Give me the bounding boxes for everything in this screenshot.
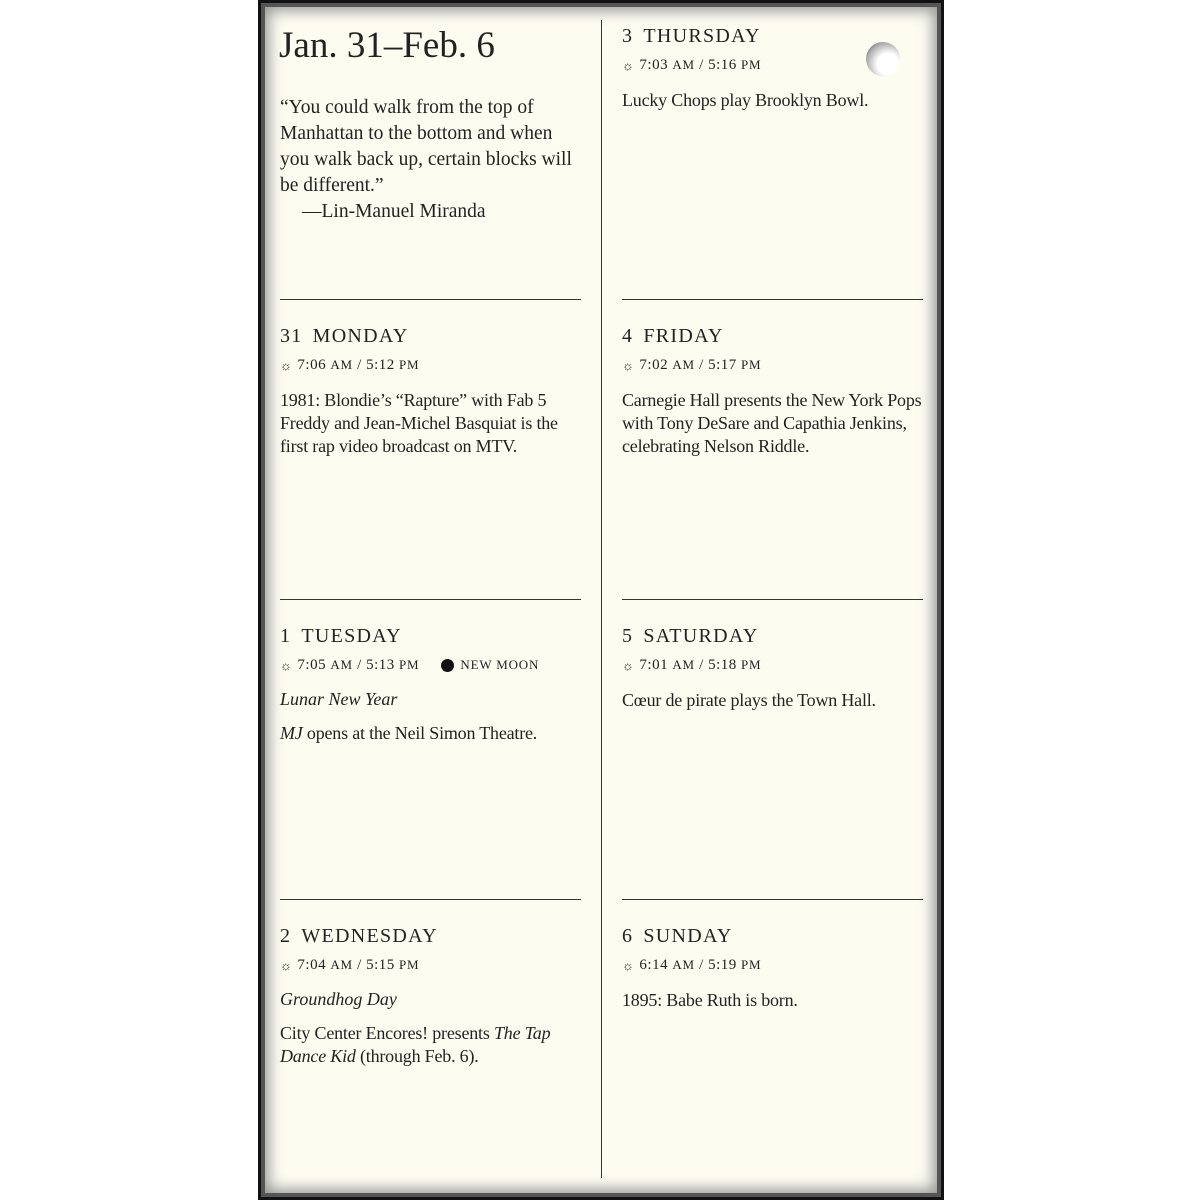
event-text xyxy=(622,389,922,458)
day-number: 31 xyxy=(280,325,303,347)
day-number: 2 xyxy=(280,925,292,947)
day-name: SATURDAY xyxy=(643,625,759,647)
event-segment: (through Feb. 6). xyxy=(355,1046,479,1066)
sun-icon: ☼ xyxy=(280,358,293,373)
day-cell-monday xyxy=(280,325,580,458)
sunrise-ampm: AM xyxy=(330,957,353,972)
row-divider xyxy=(280,899,581,900)
day-number: 3 xyxy=(622,25,634,47)
sun-icon: ☼ xyxy=(622,58,635,73)
day-heading xyxy=(280,925,580,955)
column-divider xyxy=(601,20,602,1178)
day-cell-friday xyxy=(622,325,922,458)
row-divider xyxy=(622,299,923,300)
day-heading xyxy=(280,625,580,655)
event-segment: 1981: Blondie’s “Rapture” with Fab 5 Freddy and Jean-Michel Basquiat is the first rap video broadcast on MTV. xyxy=(280,390,558,456)
sunrise-time: 7:04 xyxy=(297,957,327,973)
day-number: 6 xyxy=(622,925,634,947)
holiday: Groundhog Day xyxy=(280,989,397,1009)
day-number: 1 xyxy=(280,625,292,647)
sunset-time: 5:15 xyxy=(366,957,395,973)
event-segment: The Tap Dance Kid xyxy=(280,1023,551,1066)
sun-times: ☼ 7:03 AM / 5:16 PM xyxy=(622,57,762,73)
event-segment: City Center Encores! presents xyxy=(280,1023,494,1043)
sunset-time: 5:19 xyxy=(708,957,737,973)
event-segment: Carnegie Hall presents the New York Pops with Tony DeSare and Capathia Jenkins, celebrating Nelson Riddle. xyxy=(622,390,922,456)
day-number: 4 xyxy=(622,325,634,347)
sun-icon: ☼ xyxy=(280,958,293,973)
sunrise-time: 7:05 xyxy=(297,657,327,673)
sunset-ampm: PM xyxy=(741,957,762,972)
sunrise-time: 7:06 xyxy=(297,357,327,373)
sunset-time: 5:17 xyxy=(708,357,737,373)
event-segment: opens at the Neil Simon Theatre. xyxy=(302,723,538,743)
sunrise-ampm: AM xyxy=(672,357,695,372)
day-heading xyxy=(622,625,922,655)
sun-times: ☼ 6:14 AM / 5:19 PM xyxy=(622,957,762,973)
day-name: TUESDAY xyxy=(301,625,402,647)
sun-times: ☼ 7:02 AM / 5:17 PM xyxy=(622,357,762,373)
row-divider xyxy=(622,899,923,900)
day-cell-saturday xyxy=(622,625,922,712)
row-divider xyxy=(622,599,923,600)
sun-icon: ☼ xyxy=(622,658,635,673)
day-name: FRIDAY xyxy=(643,325,724,347)
day-heading xyxy=(622,925,922,955)
sun-icon: ☼ xyxy=(622,958,635,973)
row-divider xyxy=(280,599,581,600)
quote-text: “You could walk from the top of Manhattan to the bottom and when you walk back up, certain blocks will be different.” xyxy=(280,97,572,196)
sunrise-time: 6:14 xyxy=(639,957,669,973)
sun-times: ☼ 7:06 AM / 5:12 PM xyxy=(280,357,420,373)
moon-phase: NEW MOON xyxy=(460,657,540,672)
sun-times: ☼ 7:05 AM / 5:13 PM NEW MOON xyxy=(280,657,540,673)
day-cell-sunday xyxy=(622,925,922,1012)
event-text xyxy=(280,389,580,458)
sunset-ampm: PM xyxy=(399,357,420,372)
holiday: Lunar New Year xyxy=(280,689,398,709)
event-segment: Cœur de pirate plays the Town Hall. xyxy=(622,690,876,710)
sunset-ampm: PM xyxy=(741,657,762,672)
day-number: 5 xyxy=(622,625,634,647)
event-text xyxy=(622,89,922,112)
sunrise-ampm: AM xyxy=(672,657,695,672)
sun-times: ☼ 7:01 AM / 5:18 PM xyxy=(622,657,762,673)
event-segment: 1895: Babe Ruth is born. xyxy=(622,990,798,1010)
sunrise-ampm: AM xyxy=(330,357,353,372)
day-cell-thursday xyxy=(622,25,922,112)
event-text xyxy=(622,689,922,712)
event-text xyxy=(622,989,922,1012)
new-moon-icon xyxy=(441,659,454,672)
quote-attribution: —Lin-Manuel Miranda xyxy=(302,201,486,222)
sunset-ampm: PM xyxy=(399,957,420,972)
event-text xyxy=(280,722,580,745)
event-text xyxy=(280,1022,580,1068)
sunrise-ampm: AM xyxy=(672,957,695,972)
day-heading xyxy=(622,25,922,55)
day-heading xyxy=(622,325,922,355)
quote xyxy=(280,95,580,225)
sun-icon: ☼ xyxy=(280,658,293,673)
day-name: THURSDAY xyxy=(643,25,761,47)
day-name: SUNDAY xyxy=(643,925,733,947)
sunset-time: 5:16 xyxy=(708,57,737,73)
sunset-time: 5:13 xyxy=(366,657,395,673)
sunrise-time: 7:02 xyxy=(639,357,669,373)
week-title: Jan. 31–Feb. 6 xyxy=(279,25,495,66)
sunset-ampm: PM xyxy=(741,357,762,372)
row-divider xyxy=(280,299,581,300)
sunset-ampm: PM xyxy=(399,657,420,672)
sunrise-ampm: AM xyxy=(330,657,353,672)
day-name: MONDAY xyxy=(312,325,409,347)
day-cell-tuesday xyxy=(280,625,580,745)
sun-icon: ☼ xyxy=(622,358,635,373)
sunrise-time: 7:03 xyxy=(639,57,669,73)
sunset-time: 5:12 xyxy=(366,357,395,373)
day-cell-wednesday xyxy=(280,925,580,1068)
day-name: WEDNESDAY xyxy=(301,925,438,947)
event-segment: Lucky Chops play Brooklyn Bowl. xyxy=(622,90,869,110)
sunrise-time: 7:01 xyxy=(639,657,669,673)
day-heading xyxy=(280,325,580,355)
sunset-time: 5:18 xyxy=(708,657,737,673)
event-segment: MJ xyxy=(280,723,303,743)
sunset-ampm: PM xyxy=(741,57,762,72)
sunrise-ampm: AM xyxy=(672,57,695,72)
sun-times: ☼ 7:04 AM / 5:15 PM xyxy=(280,957,420,973)
